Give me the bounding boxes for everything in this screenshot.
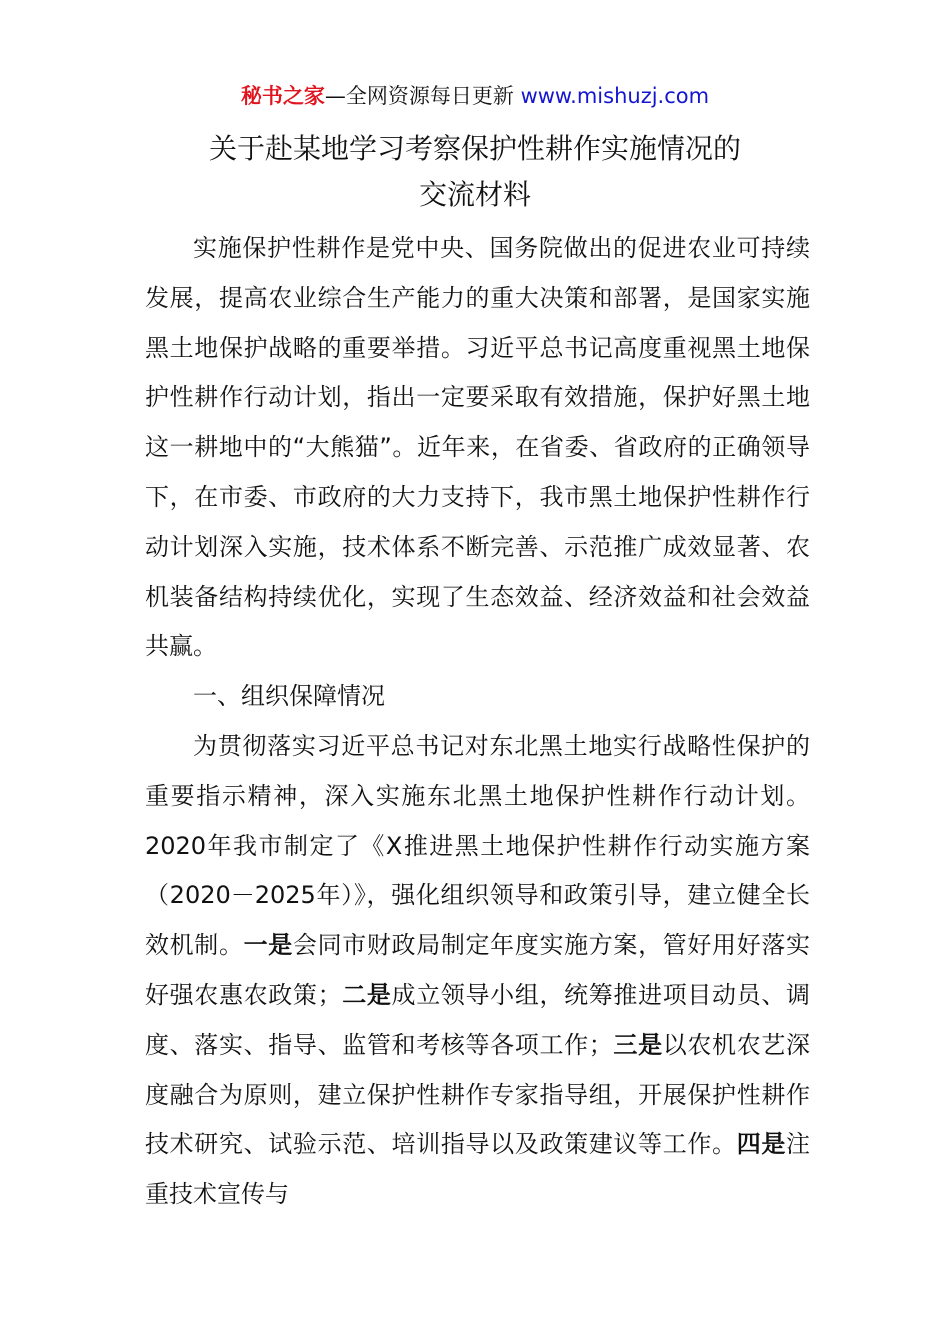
banner-tagline: —全网资源每日更新	[324, 84, 521, 108]
item-1-text: 会同市财政局制定年度实施方案，管好用好落实好强农惠农政策；	[145, 931, 811, 1009]
site-banner	[0, 80, 950, 112]
item-3-label: 三是	[612, 1030, 663, 1059]
title-line-1: 关于赴某地学习考察保护性耕作实施情况的	[208, 132, 741, 165]
item-4-text: 注重技术宣传与	[145, 1130, 811, 1209]
site-url-link[interactable]: www.mishuzj.com	[520, 84, 710, 108]
document-body	[145, 224, 810, 1220]
section-1-lead: 为贯彻落实习近平总书记对东北黑土地实行战略性保护的重要指示精神，深入实施东北黑土地保护性耕作行动计划。2020年我市制定了《X推进黑土地保护性耕作行动实施方案（2020－2025年）》，强化组织领导和政策引导，建立健全长效机制。	[145, 731, 810, 960]
item-2-text: 成立领导小组，统筹推进项目动员、调度、落实、指导、监管和考核等各项工作；	[145, 980, 811, 1059]
item-4-label: 四是	[736, 1130, 787, 1159]
section-1-heading: 一、组织保障情况	[193, 682, 385, 711]
item-2-label: 二是	[341, 980, 392, 1009]
intro-paragraph: 实施保护性耕作是党中央、国务院做出的促进农业可持续发展，提高农业综合生产能力的重大决策和部署，是国家实施黑土地保护战略的重要举措。习近平总书记高度重视黑土地保护性耕作行动计划，指出一定要采取有效措施，保护好黑土地这一耕地中的“大熊猫”。近年来，在省委、省政府的正确领导下，在市委、市政府的大力支持下，我市黑土地保护性耕作行动计划深入实施，技术体系不断完善、示范推广成效显著、农机装备结构持续优化，实现了生态效益、经济效益和社会效益共赢。	[145, 234, 810, 661]
document-title	[0, 126, 950, 218]
title-line-2: 交流材料	[418, 178, 531, 211]
section-1-paragraph	[145, 722, 810, 1220]
item-3-text: 以农机农艺深度融合为原则，建立保护性耕作专家指导组，开展保护性耕作技术研究、试验示范、培训指导以及政策建议等工作。	[145, 1030, 811, 1159]
brand-name: 秘书之家	[240, 84, 325, 108]
item-1-label: 一是	[243, 931, 293, 960]
